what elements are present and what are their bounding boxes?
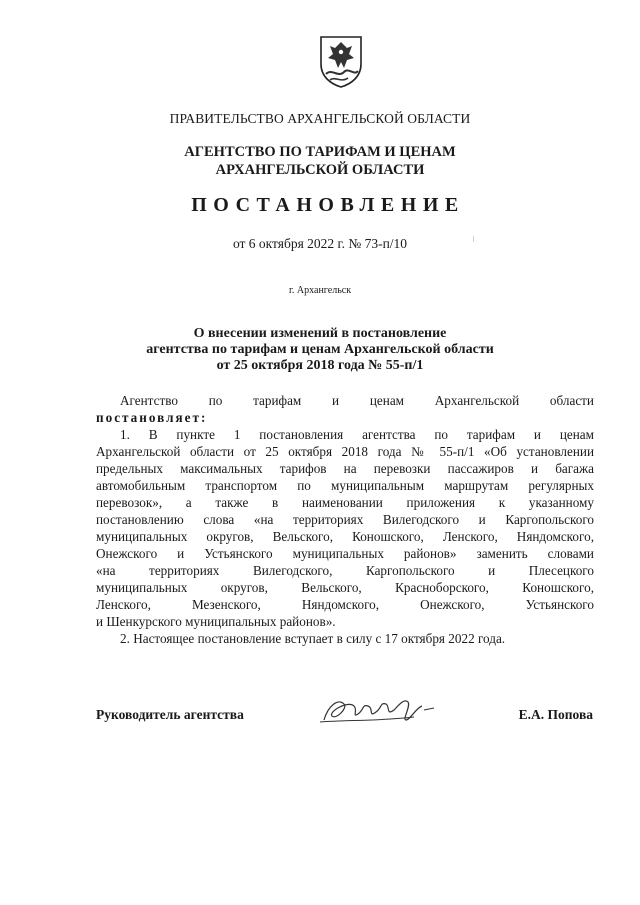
paragraph-1-line2: Архангельской области от 25 октября 2018 года № 55-п/1 «Об установлении: [96, 444, 594, 459]
document-date-number: от 6 октября 2022 г. № 73-п/10: [232, 236, 408, 251]
paragraph-1-line1: 1. В пункте 1 постановления агентства по тарифам и ценам: [120, 427, 594, 442]
document-type-title: ПОСТАНОВЛЕНИЕ: [191, 194, 465, 216]
subject-line2: агентства по тарифам и ценам Архангельской области: [146, 342, 494, 357]
paragraph-2: 2. Настоящее постановление вступает в силу с 17 октября 2022 года.: [120, 631, 506, 646]
document-city: г. Архангельск: [288, 285, 352, 296]
signatory-name: Е.А. Попова: [518, 707, 593, 722]
agency-name-line1: АГЕНТСТВО ПО ТАРИФАМ И ЦЕНАМ: [184, 144, 456, 160]
body-intro-line1: Агентство по тарифам и ценам Архангельской области: [120, 393, 594, 408]
signatory-position: Руководитель агентства: [96, 707, 244, 722]
handwritten-signature-icon: [318, 690, 438, 730]
paragraph-1-line5: перевозок», а также в наименовании приложения к указанному: [96, 495, 594, 510]
paragraph-1-line9: «на территориях Вилегодского, Каргопольского и Плесецкого: [96, 563, 594, 578]
paragraph-1-line12: и Шенкурского муниципальных районов».: [96, 614, 336, 629]
agency-name: [0, 143, 640, 179]
document-subject: [0, 326, 640, 374]
scan-mark: [473, 236, 474, 242]
paragraph-1-line3: предельных максимальных тарифов на перевозки пассажиров и багажа: [96, 461, 594, 476]
subject-line1: О внесении изменений в постановление: [193, 326, 447, 341]
paragraph-1-line7: муниципальных округов, Вельского, Коношского, Ленского, Няндомского,: [96, 529, 594, 544]
agency-name-line2: АРХАНГЕЛЬСКОЙ ОБЛАСТИ: [215, 162, 425, 178]
coat-of-arms-icon: [318, 34, 364, 88]
subject-line3: от 25 октября 2018 года № 55-п/1: [216, 358, 424, 373]
document-body: [96, 392, 594, 647]
paragraph-1-line11: Ленского, Мезенского, Няндомского, Онежского, Устьянского: [96, 597, 594, 612]
government-name: ПРАВИТЕЛЬСТВО АРХАНГЕЛЬСКОЙ ОБЛАСТИ: [169, 111, 471, 126]
paragraph-1-line4: автомобильным транспортом по муниципальным маршрутам регулярных: [96, 478, 594, 493]
body-intro-line2: постановляет:: [96, 410, 208, 425]
paragraph-1-line6: постановлению слова «на территориях Вилегодского и Каргопольского: [96, 512, 594, 527]
paragraph-1-line8: Онежского и Устьянского муниципальных районов» заменить словами: [96, 546, 594, 561]
paragraph-1-line10: муниципальных округов, Вельского, Красноборского, Коношского,: [96, 580, 594, 595]
